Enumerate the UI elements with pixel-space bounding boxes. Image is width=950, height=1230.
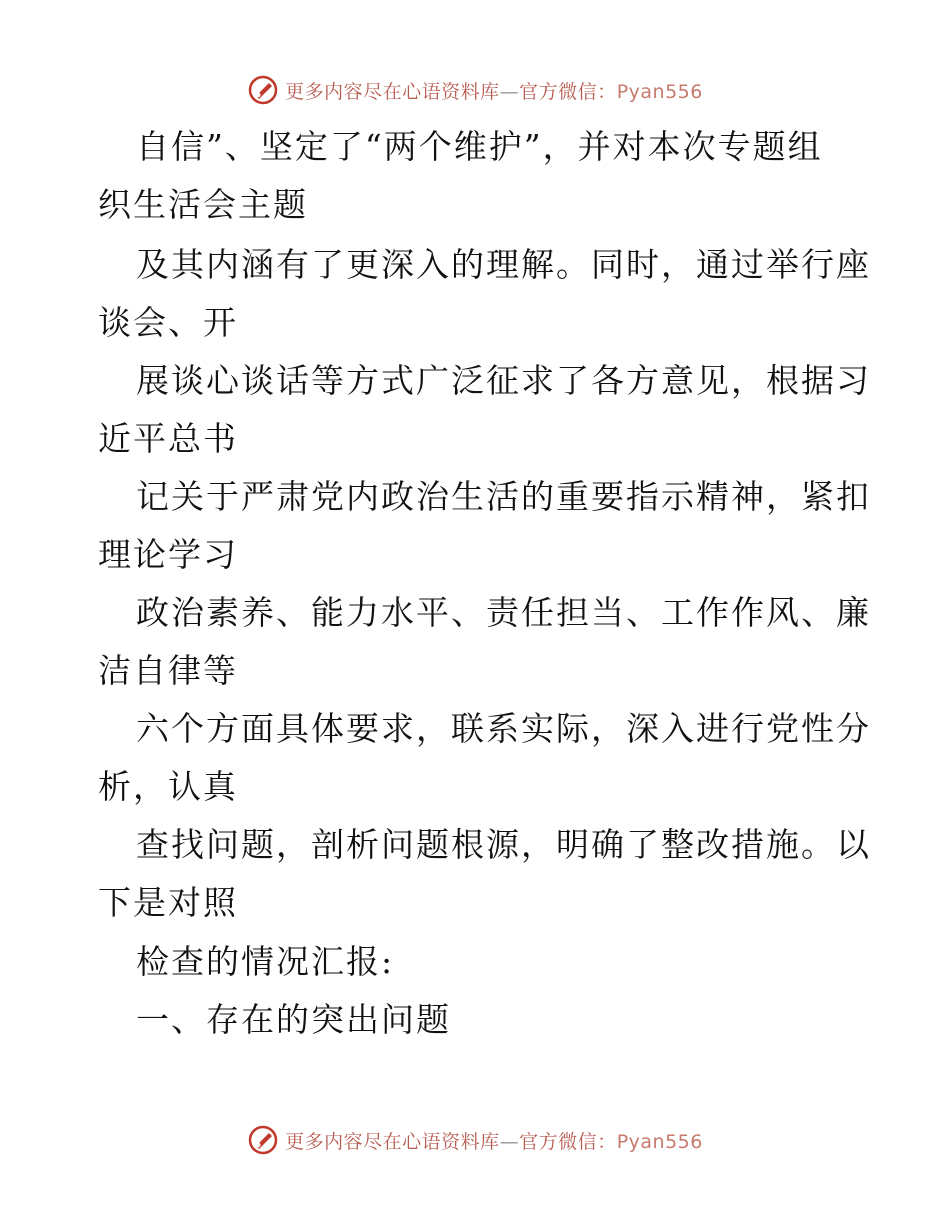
body-line: 近平总书 [98,419,238,458]
logo-icon [247,1124,279,1156]
footer-main-text: 更多内容尽在心语资料库 [285,1130,500,1153]
header-text [285,77,703,104]
body-line: 下是对照 [98,883,238,922]
footer-separator: — [499,1130,520,1153]
footer-wechat-handle: Pyan556 [616,1130,703,1153]
body-line: 自信”、坚定了“两个维护”，并对本次专题组 [136,127,823,166]
body-line: 政治素养、能力水平、责任担当、工作作风、廉 [136,593,871,632]
body-line: 织生活会主题 [98,185,308,224]
body-line: 谈会、开 [98,303,238,342]
body-line: 检查的情况汇报: [136,942,395,981]
logo-icon [247,74,279,106]
header-main-text: 更多内容尽在心语资料库 [285,80,500,103]
footer-wechat-label: 官方微信： [519,1130,617,1153]
body-line: 记关于严肃党内政治生活的重要指示精神，紧扣 [136,477,871,516]
footer-text [285,1127,703,1154]
header-watermark [0,70,950,110]
body-line: 理论学习 [98,535,238,574]
body-line: 及其内涵有了更深入的理解。同时，通过举行座 [136,245,871,284]
body-line: 展谈心谈话等方式广泛征求了各方意见，根据习 [136,361,871,400]
body-line: 洁自律等 [98,651,238,690]
section-heading: 一、存在的突出问题 [136,1000,451,1039]
body-line: 查找问题，剖析问题根源，明确了整改措施。以 [136,825,871,864]
header-wechat-handle: Pyan556 [616,80,703,103]
header-separator: — [499,80,520,103]
footer-watermark [0,1120,950,1160]
body-line: 六个方面具体要求，联系实际，深入进行党性分 [136,709,871,748]
body-line: 析，认真 [98,767,238,806]
header-wechat-label: 官方微信： [519,80,617,103]
